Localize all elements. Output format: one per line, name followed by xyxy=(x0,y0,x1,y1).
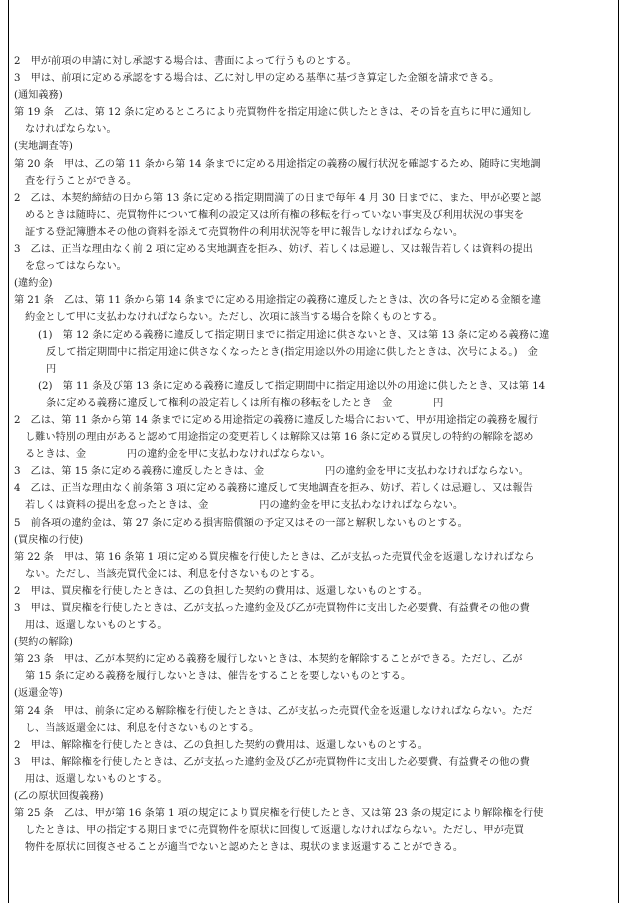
document-line: を怠ってはならない。 xyxy=(25,261,127,273)
document-line: ない。ただし、当該売買代金には、利息を付さないものとする。 xyxy=(25,568,321,580)
document-line: 3 甲は、買戻権を行使したときは、乙が支払った違約金及び乙が売買物件に支出した必要費、有益費その他の費 xyxy=(14,603,530,614)
document-line: 3 甲は、解除権を行使したときは、乙が支払った違約金及び乙が売買物件に支出した必要費、有益費その他の費 xyxy=(14,756,530,768)
document-line: なければならない。 xyxy=(25,124,117,136)
document-line: 査を行うことができる。 xyxy=(25,175,138,187)
document-line: 約金として甲に支払わなければならない。ただし、次項に該当する場合を除くものとする。 xyxy=(25,312,443,324)
document-line: 第 15 条に定める義務を履行しないときは、催告をすることを要しないものとする。 xyxy=(25,671,412,683)
document-line: し、当該返還金には、利息を付さないものとする。 xyxy=(25,722,260,734)
document-line: 3 乙は、正当な理由なく前 2 項に定める実地調査を拒み、妨げ、若しくは忌避し、又は報告若しくは資料の提出 xyxy=(14,244,533,256)
document-line: (乙の原状回復義務) xyxy=(14,791,104,803)
document-line: 第 20 条 甲は、乙の第 11 条から第 14 条までに定める用途指定の義務の履行状況を確認するため、随時に実地調 xyxy=(14,158,541,170)
document-body xyxy=(14,53,614,856)
document-line: 用は、返還しないものとする。 xyxy=(25,620,168,632)
document-line: 第 19 条 乙は、第 12 条に定めるところにより売買物件を指定用途に供したときは、その旨を直ちに甲に通知し xyxy=(14,107,532,119)
document-line: (通知義務) xyxy=(14,90,63,102)
document-line: 4 乙は、正当な理由なく前条第 3 項に定める義務に違反して実地調査を拒み、妨げ、若しくは忌避し、又は報告 xyxy=(14,483,533,495)
document-line: 第 25 条 乙は、甲が第 16 条第 1 項の規定により買戻権を行使したとき、又は第 23 条の規定により解除権を行使 xyxy=(14,808,544,820)
document-line: 証する登記簿謄本その他の資料を添えて売買物件の利用状況等を甲に報告しなければならない。 xyxy=(25,226,464,238)
document-line: 2 甲が前項の申請に対し承認する場合は、書面によって行うものとする。 xyxy=(14,56,357,67)
document-line: したときは、甲の指定する期日までに売買物件を原状に回復して返還しなければならない。ただし、甲が売買 xyxy=(25,825,525,837)
document-line: 3 甲は、前項に定める承認をする場合は、乙に対し甲の定める基準に基づき算定した金額を請求できる。 xyxy=(14,73,500,85)
document-line: 第 21 条 乙は、第 11 条から第 14 条までに定める用途指定の義務に違反したときは、次の各号に定める金額を違 xyxy=(14,295,541,307)
document-line: 条に定める義務に違反して権利の設定若しくは所有権の移転をしたとき 金 円 xyxy=(46,397,444,409)
document-line: るときは、金 円の違約金を甲に支払わなければならない。 xyxy=(25,449,331,461)
document-line: し難い特別の理由があると認めて用途指定の変更若しくは解除又は第 16 条に定める買戻しの特約の解除を認め xyxy=(25,432,534,444)
document-line: 第 23 条 甲は、乙が本契約に定める義務を履行しないときは、本契約を解除することができる。ただし、乙が xyxy=(14,654,523,666)
document-line: 若しくは資料の提出を怠ったときは、金 円の違約金を甲に支払わなければならない。 xyxy=(25,500,464,512)
document-line: (実地調査等) xyxy=(14,141,73,153)
document-line: 2 甲は、解除権を行使したときは、乙の負担した契約の費用は、返還しないものとする。 xyxy=(14,739,428,751)
document-line: 円 xyxy=(46,363,57,375)
document-line: 用は、返還しないものとする。 xyxy=(25,773,168,785)
document-line: (買戻権の行使) xyxy=(14,534,84,546)
document-line: 物件を原状に回復させることが適当でないと認めたときは、現状のまま返還することができる。 xyxy=(25,842,464,854)
document-line: (1) 第 12 条に定める義務に違反して指定期日までに指定用途に供さないとき、又は第 13 条に定める義務に違 xyxy=(38,329,550,341)
document-line: (契約の解除) xyxy=(14,637,73,649)
document-line: 5 前各項の違約金は、第 27 条に定める損害賠償額の予定又はその一部と解釈しないものとする。 xyxy=(14,517,468,529)
document-line: 第 24 条 甲は、前条に定める解除権を行使したときは、乙が支払った売買代金を返還しなければならない。ただ xyxy=(14,705,533,717)
document-line: 2 乙は、本契約締結の日から第 13 条に定める指定期間満了の日まで毎年 4 月 30 日までに、また、甲が必要と認 xyxy=(14,192,541,204)
document-line: (違約金) xyxy=(14,278,53,290)
document-line: めるときは随時に、売買物件について権利の設定又は所有権の移転を行っていない事実及び利用状況の事実を xyxy=(25,209,524,221)
document-line: (返還金等) xyxy=(14,688,63,700)
document-line: (2) 第 11 条及び第 13 条に定める義務に違反して指定期間中に指定用途以外の用途に供したとき、又は第 14 xyxy=(38,380,546,392)
document-line: 3 乙は、第 15 条に定める義務に違反したときは、金 円の違約金を甲に支払わなければならない。 xyxy=(14,466,529,478)
document-line: 第 22 条 甲は、第 16 条第 1 項に定める買戻権を行使したときは、乙が支払った売買代金を返還しなければなら xyxy=(14,551,535,563)
document-line: 反して指定期間中に指定用途に供さなくなったとき(指定用途以外の用途に供したときは、次号による。) 金 xyxy=(46,346,538,358)
document-line: 2 乙は、第 11 条から第 14 条までに定める用途指定の義務に違反した場合において、甲が用途指定の義務を履行 xyxy=(14,414,538,426)
document-line: 2 甲は、買戻権を行使したときは、乙の負担した契約の費用は、返還しないものとする。 xyxy=(14,585,428,597)
